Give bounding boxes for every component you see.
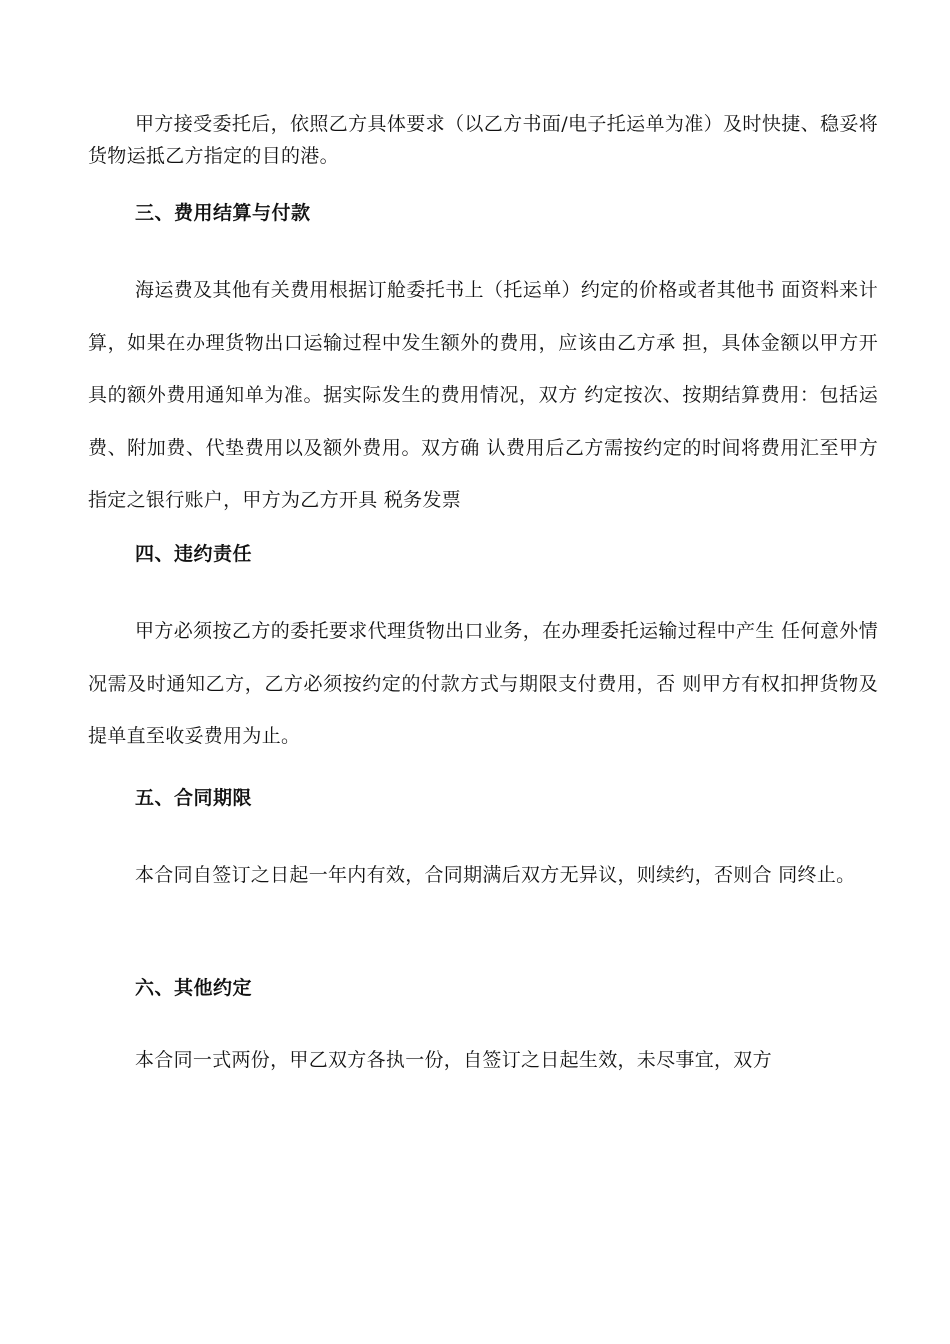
- heading-other-provisions: 六、其他约定: [135, 977, 253, 999]
- paragraph-contract-term: 本合同自签订之日起一年内有效，合同期满后双方无异议，则续约，否则合 同终止。: [135, 864, 856, 886]
- paragraph-breach-liability: 甲方必须按乙方的委托要求代理货物出口业务，在办理委托运输过程中产生 任何意外情况需及时通知乙方，乙方必须按约定的付款方式与期限支付费用，否 则甲方有权扣押货物及提单直至收妥费用为止。: [88, 620, 878, 747]
- paragraph-fee-settlement: 海运费及其他有关费用根据订舱委托书上（托运单）约定的价格或者其他书 面资料来计算，如果在办理货物出口运输过程中发生额外的费用，应该由乙方承 担，具体金额以甲方开具的额外费用通知单为准。据实际发生的费用情况，双方 约定按次、按期结算费用：包括运费、附加费、代垫费用以及额外费用。双方确 认费用后乙方需按约定的时间将费用汇至甲方指定之银行账户，甲方为乙方开具 税务发票: [88, 279, 878, 511]
- heading-fee-settlement: 三、费用结算与付款: [135, 202, 311, 224]
- paragraph-delivery-terms: 甲方接受委托后，依照乙方具体要求（以乙方书面/电子托运单为准）及时快捷、稳妥将货物运抵乙方指定的目的港。: [88, 113, 878, 167]
- heading-contract-term: 五、合同期限: [135, 787, 253, 809]
- heading-breach-liability: 四、违约责任: [135, 543, 253, 565]
- paragraph-other-provisions: 本合同一式两份，甲乙双方各执一份，自签订之日起生效，未尽事宜，双方: [135, 1049, 772, 1071]
